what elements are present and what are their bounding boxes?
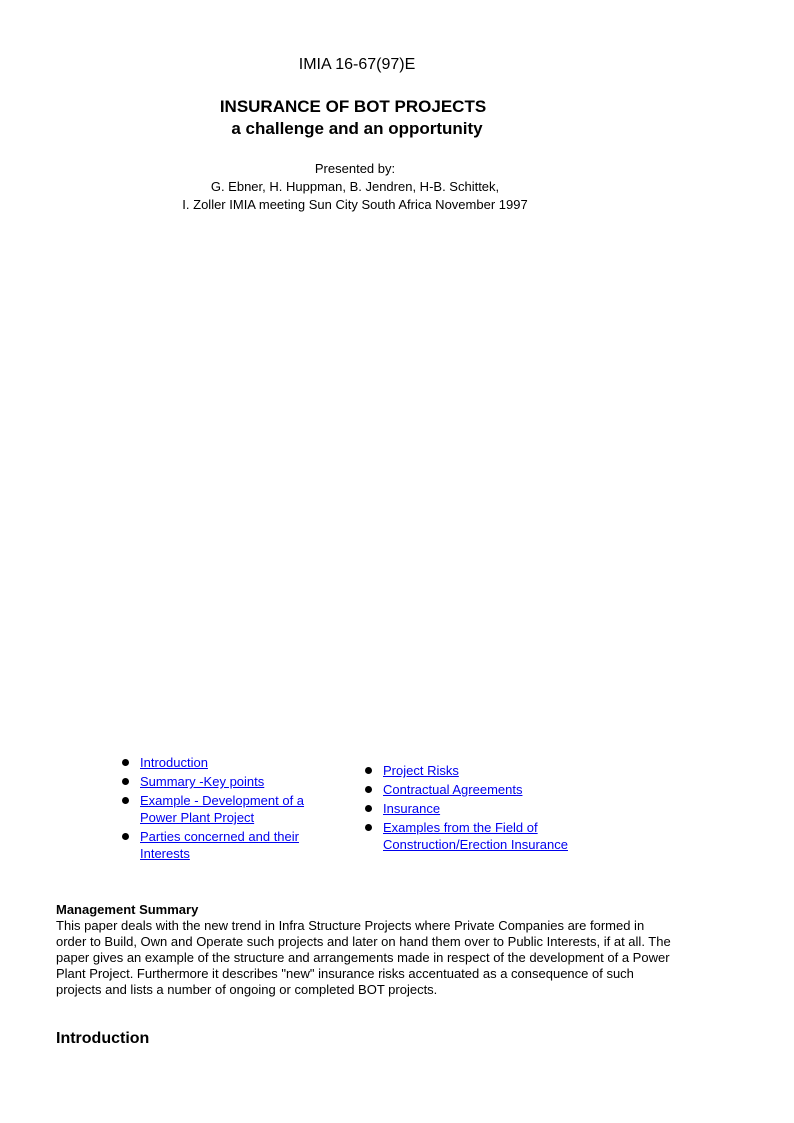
- presented-by-label: Presented by:: [314, 161, 396, 176]
- toc-item: [363, 800, 603, 817]
- toc-item: [363, 819, 603, 853]
- document-title: INSURANCE OF BOT PROJECTS: [219, 97, 487, 116]
- toc-item: [120, 792, 330, 826]
- bullet-icon: [365, 767, 372, 774]
- bullet-icon: [122, 759, 129, 766]
- bullet-icon: [122, 778, 129, 785]
- bullet-icon: [122, 833, 129, 840]
- toc-link-project-risks[interactable]: Project Risks: [383, 763, 459, 778]
- authors-line-2: I. Zoller IMIA meeting Sun City South Africa November 1997: [182, 197, 528, 212]
- toc-item: [120, 754, 330, 771]
- bullet-icon: [365, 805, 372, 812]
- authors-line-1: G. Ebner, H. Huppman, B. Jendren, H-B. Schittek,: [210, 179, 500, 194]
- toc-link-introduction[interactable]: Introduction: [140, 755, 208, 770]
- introduction-heading: Introduction: [56, 1030, 150, 1047]
- toc-item: [363, 762, 603, 779]
- management-summary-heading: Management Summary: [56, 902, 199, 917]
- toc-link-summary[interactable]: Summary -Key points: [140, 774, 265, 789]
- management-summary-text: This paper deals with the new trend in Infra Structure Projects where Private Companies are formed in order to Build, Own and Operate such projects and later on hand them over to Public Interests, if at all. The paper gives an example of the structure and arrangements made in respect of the development of a Power Plant Project. Furthermore it describes "new" insurance risks accentuated as a consequence of such projects and lists a number of ongoing or completed BOT projects.: [56, 918, 671, 997]
- table-of-contents-right: [363, 762, 603, 855]
- presenters-block: [0, 160, 710, 214]
- toc-link-contractual-agreements[interactable]: Contractual Agreements: [383, 782, 523, 797]
- management-summary: [56, 902, 676, 998]
- toc-item: [363, 781, 603, 798]
- document-id: IMIA 16-67(97)E: [298, 56, 416, 73]
- toc-link-examples[interactable]: Examples from the Field of Construction/Erection Insurance: [383, 820, 568, 852]
- bullet-icon: [122, 797, 129, 804]
- document-subtitle: a challenge and an opportunity: [231, 119, 483, 138]
- table-of-contents-left: [120, 754, 330, 864]
- toc-item: [120, 828, 330, 862]
- toc-item: [120, 773, 330, 790]
- toc-link-insurance[interactable]: Insurance: [383, 801, 441, 816]
- bullet-icon: [365, 786, 372, 793]
- bullet-icon: [365, 824, 372, 831]
- toc-link-parties[interactable]: Parties concerned and their Interests: [140, 829, 299, 861]
- toc-link-example[interactable]: Example - Development of a Power Plant Project: [140, 793, 305, 825]
